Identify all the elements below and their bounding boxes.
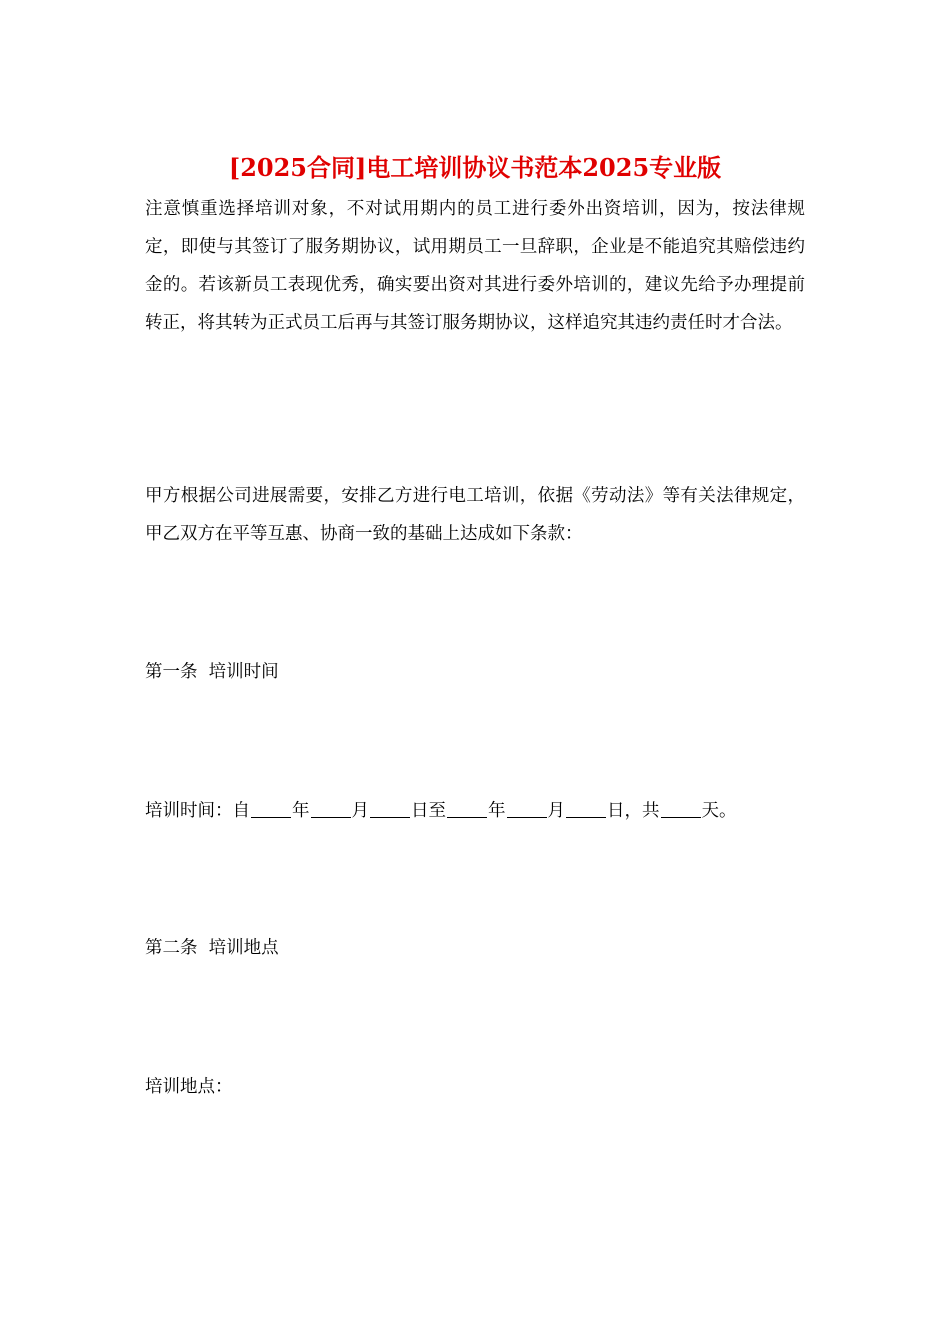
training-place-label: 培训地点： [145,1077,233,1097]
blank-total-days[interactable] [661,816,701,818]
blank-end-month[interactable] [507,816,547,818]
unit-year: 年 [488,801,506,821]
unit-day-to: 日至 [411,801,446,821]
intro-paragraph: 注意慎重选择培训对象，不对试用期内的员工进行委外出资培训，因为，按法律规定，即使与其签订了服务期协议，试用期员工一旦辞职，企业是不能追究其赔偿违约金的。若该新员工表现优秀，确实要出资对其进行委外培训的，建议先给予办理提前转正，将其转为正式员工后再与其签订服务期协议，这样追究其违约责任时才合法。 [145,199,805,333]
unit-days: 天。 [701,801,737,821]
preamble-paragraph: 甲方根据公司进展需要，安排乙方进行电工培训，依据《劳动法》等有关法律规定，甲乙双方在平等互惠、协商一致的基础上达成如下条款： [145,486,805,544]
blank-start-month[interactable] [311,816,351,818]
blank-end-year[interactable] [447,816,487,818]
article-1-heading: 第一条 培训时间 [145,662,279,682]
training-time-line [145,792,805,830]
training-time-label: 培训时间：自 [145,801,250,821]
unit-month: 月 [547,801,565,821]
article-2-heading: 第二条 培训地点 [145,938,279,958]
unit-month: 月 [351,801,369,821]
blank-start-day[interactable] [370,816,410,818]
unit-year: 年 [292,801,310,821]
blank-start-year[interactable] [251,816,291,818]
document-title: [2025合同]电工培训协议书范本2025专业版 [228,153,722,182]
blank-end-day[interactable] [566,816,606,818]
unit-day-total: 日，共 [607,801,660,821]
